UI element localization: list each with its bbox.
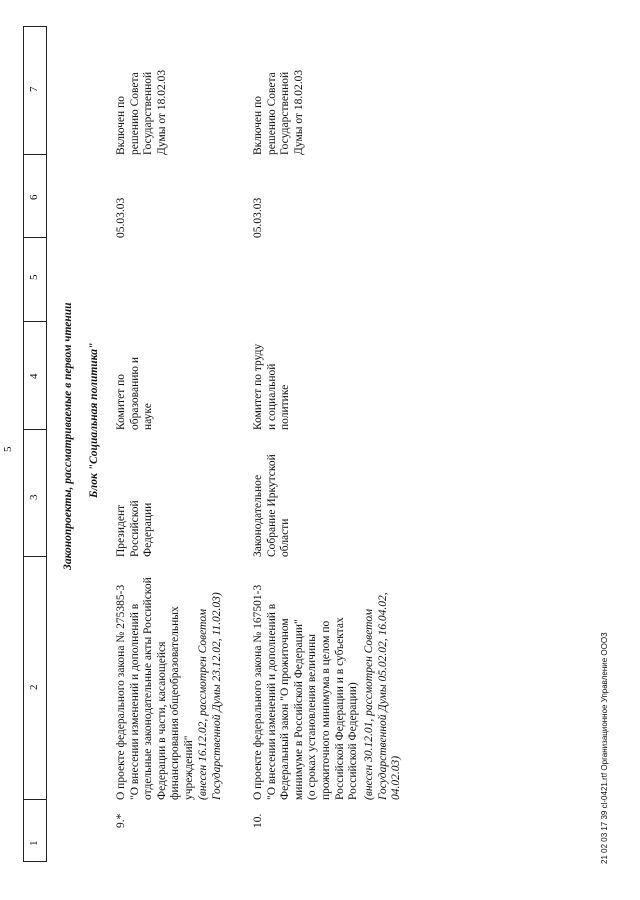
committee: Комитет по образованию и науке <box>115 357 155 430</box>
column-number-3: 3 <box>28 494 40 500</box>
column-number-5: 5 <box>28 274 40 280</box>
header-divider <box>23 799 47 800</box>
header-divider <box>23 237 47 238</box>
document-footer: 21 02 03 17 39 cl-0421.rtf Организационное Управление ООО3 <box>600 632 609 864</box>
bill-note: (внесен 16.12.02, рассмотрен Советом Государственной Думы 23.12.02, 11.02.03) <box>197 592 223 800</box>
header-divider <box>23 556 47 557</box>
column-number-1: 1 <box>28 840 40 846</box>
status-note: Включен по решению Совета Государственной Думы от 18.02.03 <box>252 69 305 155</box>
initiator: Президент Российской Федерации <box>115 500 155 557</box>
committee: Комитет по труду и социальной политике <box>252 343 292 430</box>
initiator: Законодательное Собрание Иркутской области <box>252 454 292 557</box>
column-number-7: 7 <box>28 86 40 92</box>
row-number: 10. <box>252 813 264 828</box>
row-number: 9.* <box>115 813 127 828</box>
header-divider <box>23 429 47 430</box>
header-bottom-border <box>46 26 47 862</box>
block-title: Блок "Социальная политика" <box>88 342 100 498</box>
header-divider <box>23 861 47 862</box>
column-number-4: 4 <box>28 373 40 379</box>
bill-note: (внесен 30.12.01, рассмотрен Советом Государственной Думы 05.02.02, 16.04.02, 04.02.03) <box>363 592 403 800</box>
consideration-date: 05.03.03 <box>252 197 264 238</box>
page-number: 5 <box>2 446 14 452</box>
header-divider <box>23 154 47 155</box>
section-title: Законопроекты, рассматриваемые в первом чтении <box>62 302 74 570</box>
bill-title: О проекте федерального закона № 167501-3 "О внесении изменений и дополнений в Федеральный закон "О прожиточном минимуме в Российской Федерации" (о сроках установления величины прожиточного минимума в целом по Российской Федерации и в субъектах Российской Федерации) <box>252 584 360 800</box>
header-divider <box>23 321 47 322</box>
bill-title: О проекте федерального закона № 275385-3 "О внесении изменений и дополнений в отдельные законодательные акты Российской Федерации в части, касающейся финансирования общеобразовательных учреждений" <box>115 577 195 800</box>
status-note: Включен по решению Совета Государственной Думы от 18.02.03 <box>115 69 168 155</box>
column-number-6: 6 <box>28 194 40 200</box>
header-top-border <box>23 26 24 862</box>
column-number-2: 2 <box>28 684 40 690</box>
consideration-date: 05.03.03 <box>115 197 127 238</box>
header-right-border <box>23 26 47 27</box>
